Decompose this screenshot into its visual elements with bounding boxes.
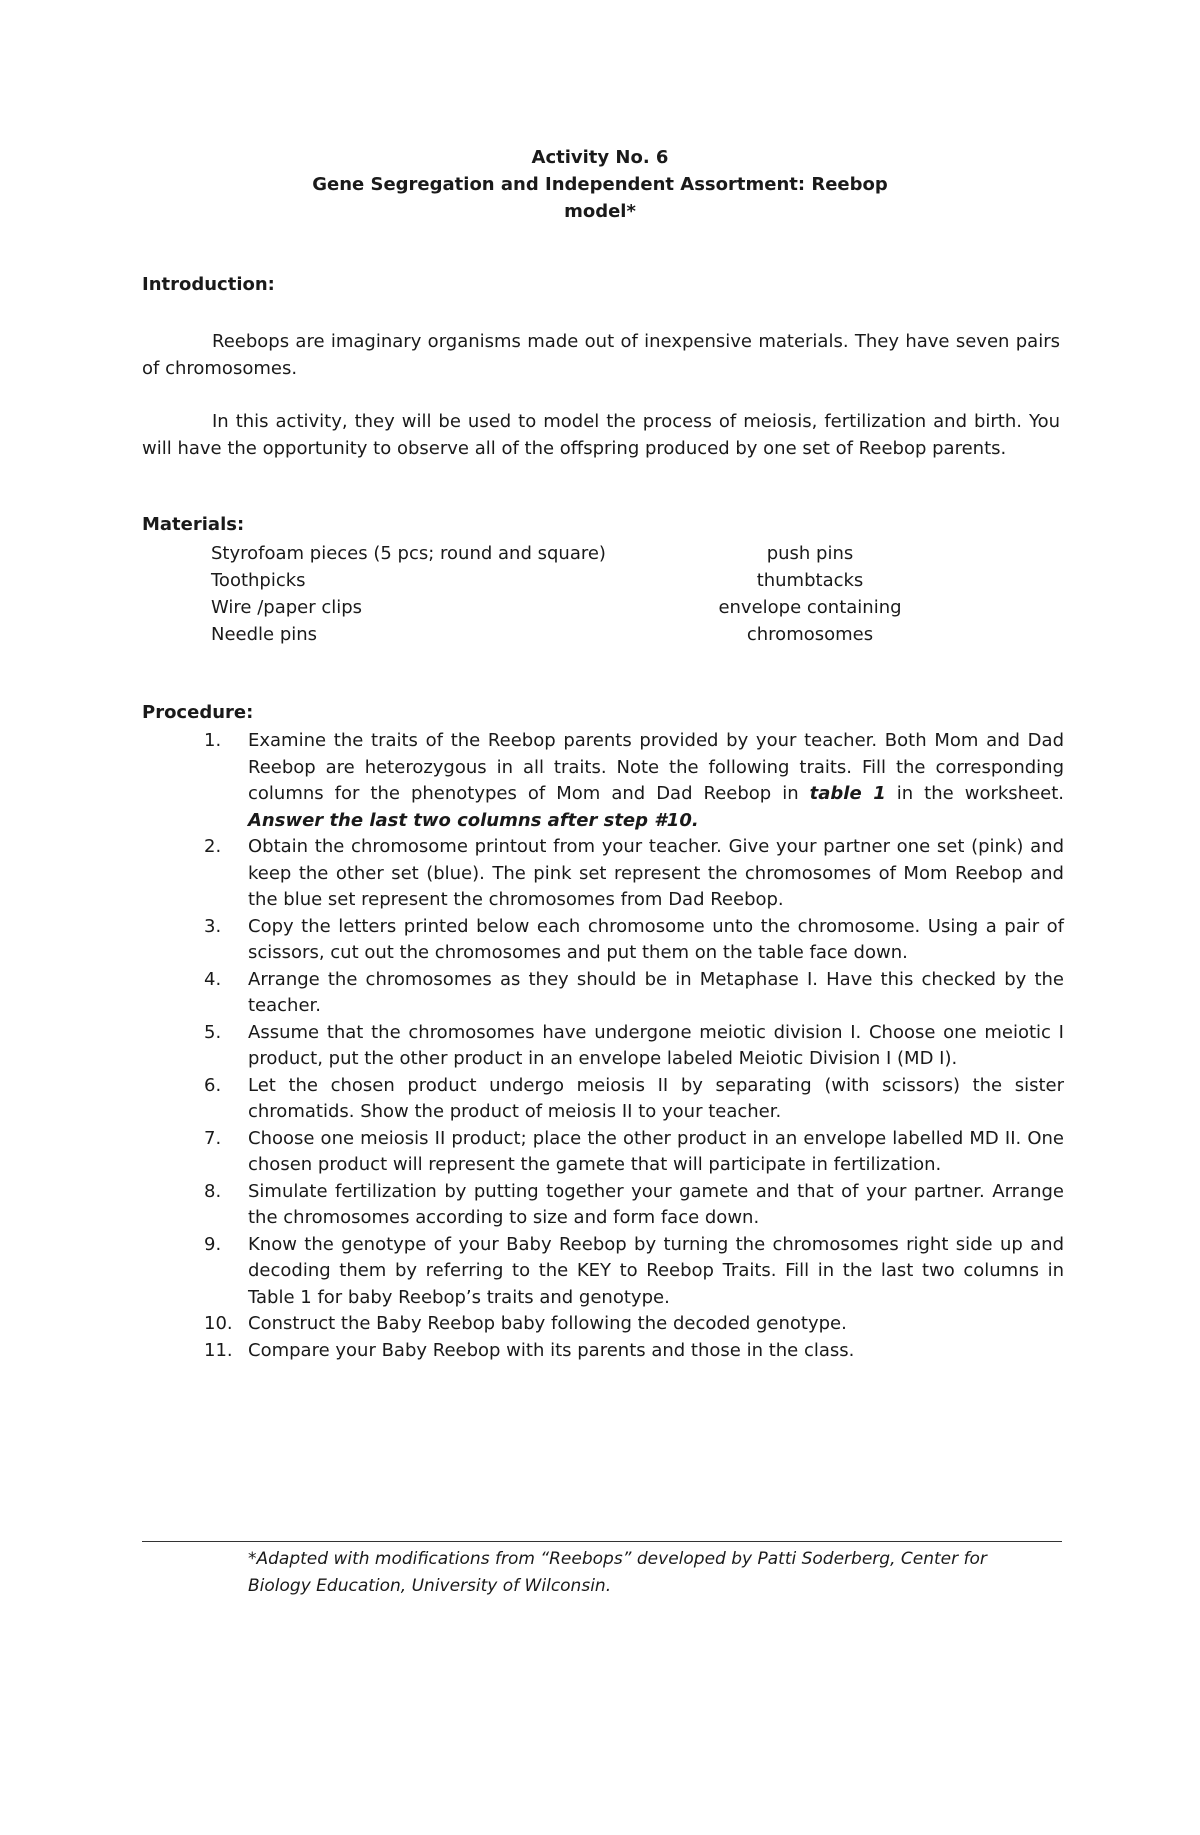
step-number: 3. <box>204 915 222 937</box>
step-text: Know the genotype of your Baby Reebop by turning the chromosomes right side up and decoding them by referring to the KEY to Reebop Traits. Fill in the last two columns in Table 1 for baby Reebop’s traits and genotype. <box>248 1233 1064 1308</box>
step-number: 10. <box>204 1313 233 1334</box>
activity-title: Gene Segregation and Independent Assortment: Reebop <box>312 174 888 195</box>
procedure-heading: Procedure: <box>142 702 254 723</box>
step-text: Copy the letters printed below each chromosome unto the chromosome. Using a pair of scissors, cut out the chromosomes and put them on the table face down. <box>248 915 1064 963</box>
step-number: 5. <box>204 1021 222 1043</box>
step-text: Construct the Baby Reebop baby following the decoded genotype. <box>248 1313 847 1334</box>
footnote-divider <box>142 1541 1062 1542</box>
title-block <box>0 144 1200 225</box>
footnote: *Adapted with modifications from “Reebops” developed by Patti Soderberg, Center for Biology Education, University of Wilconsin. <box>248 1549 987 1596</box>
step-number: 7. <box>204 1127 222 1149</box>
step-text: Simulate fertilization by putting together your gamete and that of your partner. Arrange the chromosomes according to size and form face down. <box>248 1180 1064 1228</box>
materials-heading: Materials: <box>142 514 245 535</box>
step-number: 8. <box>204 1180 222 1202</box>
material-item: envelope containing chromosomes <box>718 597 902 645</box>
activity-title-continued: model* <box>564 201 636 222</box>
procedure-step-3 <box>142 914 1064 967</box>
procedure-step-4 <box>142 967 1064 1020</box>
step-text: Obtain the chromosome printout from your teacher. Give your partner one set (pink) and keep the other set (blue). The pink set represent the chromosomes of Mom Reebop and the blue set represent the chromosomes from Dad Reebop. <box>248 836 1064 910</box>
materials-left-column <box>211 540 606 648</box>
activity-number: Activity No. 6 <box>531 147 669 168</box>
procedure-list <box>142 728 1064 1364</box>
procedure-step-5 <box>142 1020 1064 1073</box>
introduction-heading: Introduction: <box>142 274 275 295</box>
material-item: Wire /paper clips <box>211 597 363 618</box>
step-text: Choose one meiosis II product; place the other product in an envelope labelled MD II. One chosen product will represent the gamete that will participate in fertilization. <box>248 1127 1064 1175</box>
step-number: 9. <box>204 1233 222 1255</box>
procedure-step-9 <box>142 1232 1064 1312</box>
introduction-paragraph-1-text: Reebops are imaginary organisms made out of inexpensive materials. They have seven pairs of chromosomes. <box>142 331 1060 379</box>
step-text: Compare your Baby Reebop with its parents and those in the class. <box>248 1339 855 1361</box>
step-text: Assume that the chromosomes have undergone meiotic division I. Choose one meiotic I product, put the other product in an envelope labeled Meiotic Division I (MD I). <box>248 1021 1064 1069</box>
procedure-step-6 <box>142 1073 1064 1126</box>
step-number: 6. <box>204 1074 222 1096</box>
introduction-paragraph-2-text: In this activity, they will be used to model the process of meiosis, fertilization and birth. You will have the opportunity to observe all of the offspring produced by one set of Reebop parents. <box>142 411 1060 459</box>
step-text: Examine the traits of the Reebop parents provided by your teacher. Both Mom and Dad Reebop are heterozygous in all traits. Note the following traits. Fill the corresponding columns for the phenotypes of Mom and Dad Reebop in <box>248 730 1064 804</box>
step-emphasis-table: table 1 <box>809 783 886 804</box>
procedure-step-10 <box>142 1311 1064 1338</box>
introduction-paragraph-1 <box>142 328 1060 382</box>
procedure-step-11 <box>142 1338 1064 1365</box>
material-item: Needle pins <box>211 624 318 645</box>
procedure-step-8 <box>142 1179 1064 1232</box>
step-number: 4. <box>204 968 222 990</box>
procedure-step-1 <box>142 728 1064 834</box>
step-text: Arrange the chromosomes as they should be in Metaphase I. Have this checked by the teacher. <box>248 968 1064 1016</box>
material-item: Styrofoam pieces (5 pcs; round and square) <box>211 543 606 564</box>
step-text-continued: in the worksheet. <box>885 783 1064 804</box>
step-number: 1. <box>204 730 222 751</box>
procedure-step-2 <box>142 834 1064 914</box>
step-emphasis-instruction: Answer the last two columns after step #10. <box>248 809 699 831</box>
step-number: 2. <box>204 836 222 857</box>
procedure-step-7 <box>142 1126 1064 1179</box>
material-item: thumbtacks <box>756 570 864 591</box>
material-item: push pins <box>766 543 854 564</box>
materials-right-column <box>660 540 960 648</box>
step-number: 11. <box>204 1339 233 1361</box>
material-item: Toothpicks <box>211 570 306 591</box>
step-text: Let the chosen product undergo meiosis II by separating (with scissors) the sister chromatids. Show the product of meiosis II to your teacher. <box>248 1074 1064 1122</box>
introduction-paragraph-2 <box>142 408 1060 462</box>
